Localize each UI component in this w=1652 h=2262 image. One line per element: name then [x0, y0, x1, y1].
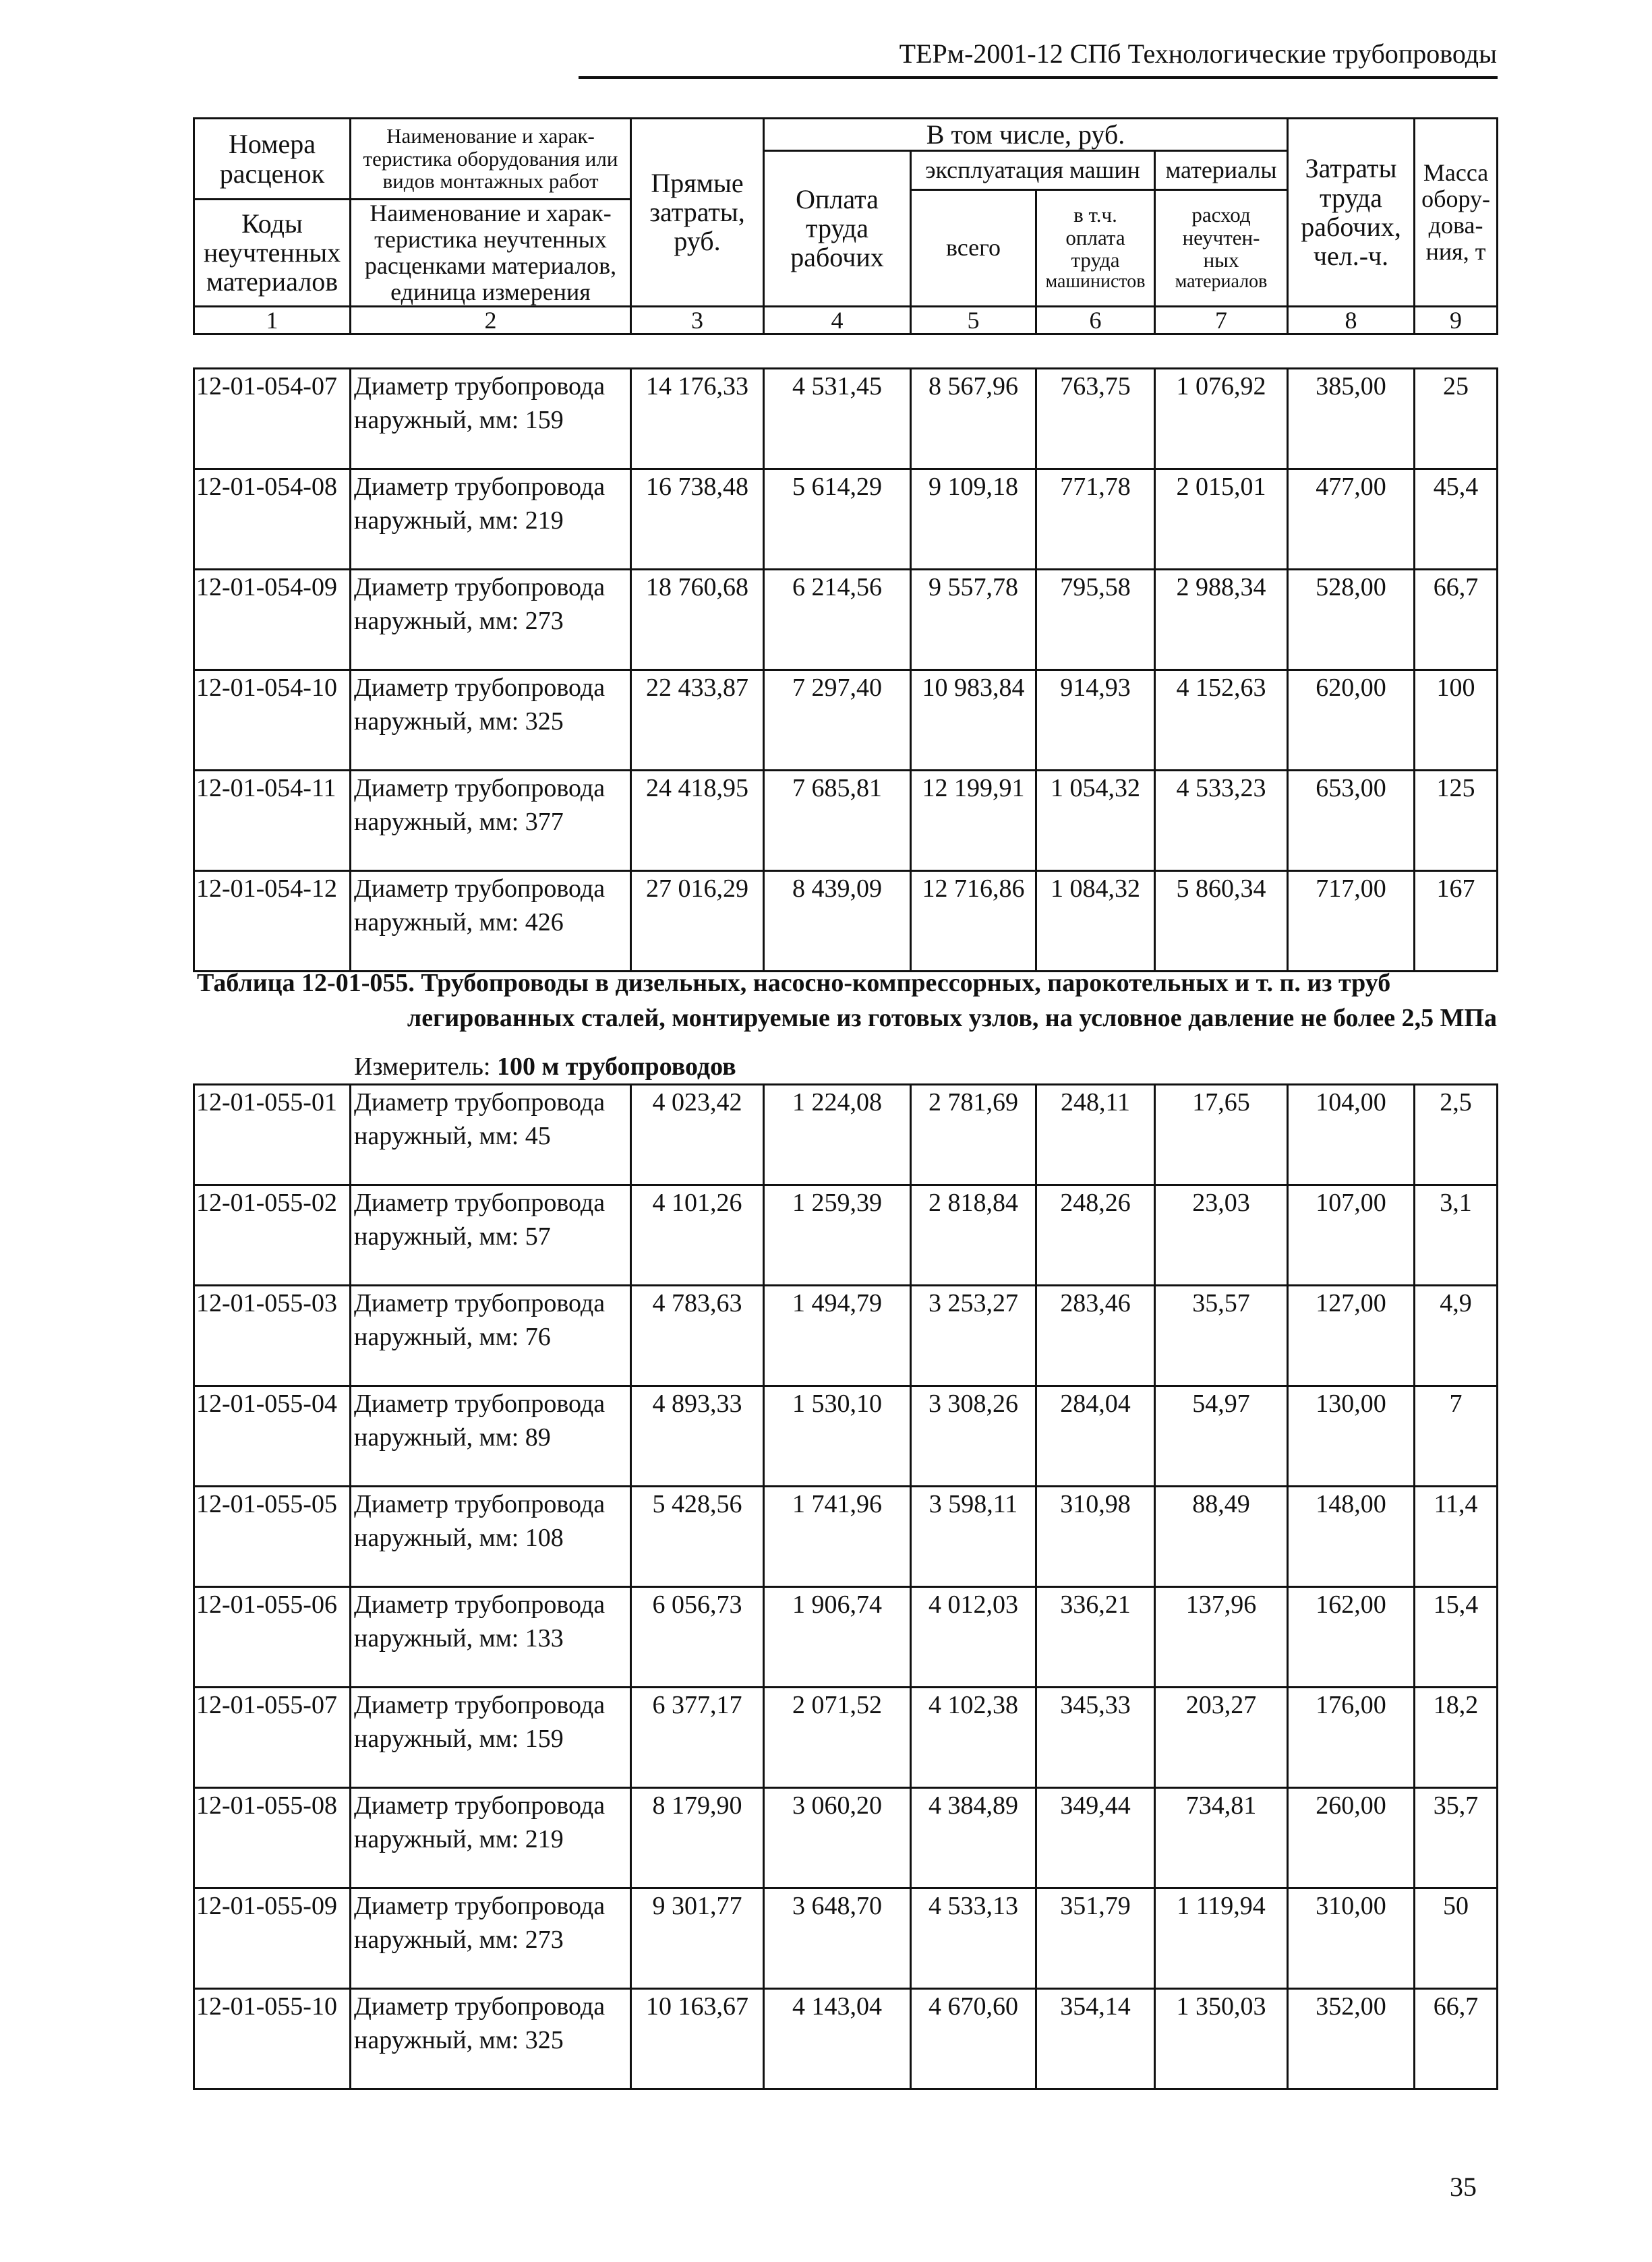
header-labor-hours: Затраты труда рабочих, чел.-ч.	[1288, 119, 1415, 307]
header-equipment-mass: Масса обору- дова- ния, т	[1415, 119, 1498, 307]
work-name-line: наружный, мм: 45	[354, 1122, 551, 1150]
machines-total: 3 308,26	[911, 1386, 1036, 1487]
rate-code: 12-01-055-03	[194, 1286, 351, 1386]
table-row	[194, 1989, 1498, 2089]
column-number: 6	[1036, 306, 1155, 334]
equipment-mass: 2,5	[1415, 1085, 1498, 1185]
materials-cost: 88,49	[1155, 1487, 1288, 1587]
worker-pay: 7 297,40	[764, 670, 911, 771]
work-name-line: Диаметр трубопровода	[354, 1992, 606, 2021]
worker-pay: 8 439,09	[764, 871, 911, 972]
equipment-mass: 100	[1415, 670, 1498, 771]
work-name-line: Диаметр трубопровода	[354, 1892, 606, 1920]
materials-cost: 35,57	[1155, 1286, 1288, 1386]
column-number: 9	[1415, 306, 1498, 334]
machinists-pay: 310,98	[1036, 1487, 1155, 1587]
table-row	[194, 1286, 1498, 1386]
equipment-mass: 18,2	[1415, 1688, 1498, 1788]
machinists-pay: 349,44	[1036, 1788, 1155, 1888]
table-row	[194, 871, 1498, 972]
machines-total: 2 818,84	[911, 1185, 1036, 1286]
work-name-line: Диаметр трубопровода	[354, 1590, 606, 1619]
header-machine-operation: эксплуатация машин	[911, 151, 1155, 190]
machinists-pay: 354,14	[1036, 1989, 1155, 2089]
equipment-mass: 66,7	[1415, 570, 1498, 670]
rate-code: 12-01-055-04	[194, 1386, 351, 1487]
work-name-line: наружный, мм: 325	[354, 707, 564, 736]
work-name	[351, 369, 631, 469]
materials-cost: 17,65	[1155, 1085, 1288, 1185]
materials-cost: 5 860,34	[1155, 871, 1288, 972]
direct-costs: 27 016,29	[631, 871, 764, 972]
header-rate-number: Номера расценок	[194, 119, 351, 200]
column-number: 1	[194, 306, 351, 334]
equipment-mass: 35,7	[1415, 1788, 1498, 1888]
page-number: 35	[1450, 2172, 1477, 2202]
machinists-pay: 248,26	[1036, 1185, 1155, 1286]
rate-code: 12-01-054-09	[194, 570, 351, 670]
work-name	[351, 670, 631, 771]
column-number-row	[194, 306, 1498, 334]
labor-hours: 528,00	[1288, 570, 1415, 670]
rate-code: 12-01-055-10	[194, 1989, 351, 2089]
work-name	[351, 1989, 631, 2089]
labor-hours: 653,00	[1288, 771, 1415, 871]
column-number: 5	[911, 306, 1036, 334]
direct-costs: 6 056,73	[631, 1587, 764, 1688]
measure-value: 100 м трубопроводов	[497, 1052, 736, 1081]
work-name	[351, 1788, 631, 1888]
table-title-line: Таблица 12-01-055. Трубопроводы в дизельных, насосно-компрессорных, парокотельных и т. п. из труб	[197, 969, 1391, 997]
materials-cost: 137,96	[1155, 1587, 1288, 1688]
work-name	[351, 469, 631, 570]
work-name-line: Диаметр трубопровода	[354, 1791, 606, 1820]
work-name-line: наружный, мм: 108	[354, 1524, 564, 1552]
worker-pay: 5 614,29	[764, 469, 911, 570]
labor-hours: 717,00	[1288, 871, 1415, 972]
machines-total: 4 102,38	[911, 1688, 1036, 1788]
work-name	[351, 1185, 631, 1286]
direct-costs: 8 179,90	[631, 1788, 764, 1888]
column-number: 4	[764, 306, 911, 334]
work-name-line: Диаметр трубопровода	[354, 874, 606, 903]
rate-code: 12-01-054-07	[194, 369, 351, 469]
work-name-line: Диаметр трубопровода	[354, 1490, 606, 1518]
work-name	[351, 1286, 631, 1386]
rate-code: 12-01-055-01	[194, 1085, 351, 1185]
equipment-mass: 45,4	[1415, 469, 1498, 570]
rate-code: 12-01-054-11	[194, 771, 351, 871]
work-name-line: наружный, мм: 219	[354, 1825, 564, 1853]
worker-pay: 1 906,74	[764, 1587, 911, 1688]
header-unaccounted-materials: расход неучтен- ных материалов	[1155, 190, 1288, 307]
materials-cost: 2 988,34	[1155, 570, 1288, 670]
machinists-pay: 771,78	[1036, 469, 1155, 570]
header-including-group: В том числе, руб.	[764, 119, 1288, 151]
rate-code: 12-01-055-06	[194, 1587, 351, 1688]
work-name-line: наружный, мм: 89	[354, 1423, 551, 1452]
labor-hours: 385,00	[1288, 369, 1415, 469]
direct-costs: 4 101,26	[631, 1185, 764, 1286]
work-name-line: наружный, мм: 325	[354, 2026, 564, 2054]
rate-table-055	[193, 1083, 1498, 2090]
table-row	[194, 570, 1498, 670]
measure-label: Измеритель:	[354, 1052, 491, 1081]
column-number: 2	[351, 306, 631, 334]
labor-hours: 477,00	[1288, 469, 1415, 570]
work-name	[351, 1888, 631, 1989]
work-name-line: наружный, мм: 377	[354, 808, 564, 836]
direct-costs: 4 893,33	[631, 1386, 764, 1487]
work-name-line: Диаметр трубопровода	[354, 573, 606, 601]
machines-total: 12 716,86	[911, 871, 1036, 972]
machinists-pay: 336,21	[1036, 1587, 1155, 1688]
work-name	[351, 570, 631, 670]
header-material-name: Наименование и харак- теристика неучтенных расценками материалов, единица измерения	[351, 200, 631, 307]
direct-costs: 24 418,95	[631, 771, 764, 871]
materials-cost: 1 350,03	[1155, 1989, 1288, 2089]
table-row	[194, 1487, 1498, 1587]
direct-costs: 22 433,87	[631, 670, 764, 771]
table-row	[194, 1386, 1498, 1487]
machinists-pay: 763,75	[1036, 369, 1155, 469]
table-title-line: легированных сталей, монтируемые из готовых узлов, на условное давление не более 2,5 МПа	[407, 1004, 1497, 1032]
work-name-line: наружный, мм: 159	[354, 1725, 564, 1753]
work-name-line: Диаметр трубопровода	[354, 774, 606, 802]
machines-total: 2 781,69	[911, 1085, 1036, 1185]
direct-costs: 18 760,68	[631, 570, 764, 670]
materials-cost: 23,03	[1155, 1185, 1288, 1286]
labor-hours: 620,00	[1288, 670, 1415, 771]
machines-total: 4 012,03	[911, 1587, 1036, 1688]
worker-pay: 1 494,79	[764, 1286, 911, 1386]
equipment-mass: 50	[1415, 1888, 1498, 1989]
work-name-line: наружный, мм: 76	[354, 1323, 551, 1351]
rate-code: 12-01-055-07	[194, 1688, 351, 1788]
machinists-pay: 1 084,32	[1036, 871, 1155, 972]
header-machinists-pay: в т.ч. оплата труда машинистов	[1036, 190, 1155, 307]
direct-costs: 16 738,48	[631, 469, 764, 570]
work-name	[351, 1386, 631, 1487]
worker-pay: 6 214,56	[764, 570, 911, 670]
rate-code: 12-01-054-12	[194, 871, 351, 972]
work-name	[351, 871, 631, 972]
labor-hours: 130,00	[1288, 1386, 1415, 1487]
labor-hours: 162,00	[1288, 1587, 1415, 1688]
table-title	[193, 965, 1497, 1036]
rate-code: 12-01-055-02	[194, 1185, 351, 1286]
measure-unit	[354, 1052, 736, 1081]
column-number: 7	[1155, 306, 1288, 334]
equipment-mass: 66,7	[1415, 1989, 1498, 2089]
materials-cost: 1 076,92	[1155, 369, 1288, 469]
work-name-line: наружный, мм: 273	[354, 1926, 564, 1954]
work-name-line: наружный, мм: 57	[354, 1222, 551, 1251]
direct-costs: 4 783,63	[631, 1286, 764, 1386]
machines-total: 4 533,13	[911, 1888, 1036, 1989]
direct-costs: 6 377,17	[631, 1688, 764, 1788]
machines-total: 12 199,91	[911, 771, 1036, 871]
work-name-line: наружный, мм: 219	[354, 506, 564, 535]
work-name-line: Диаметр трубопровода	[354, 1289, 606, 1317]
work-name-line: Диаметр трубопровода	[354, 674, 606, 702]
work-name-line: Диаметр трубопровода	[354, 473, 606, 501]
header-material-codes: Коды неучтенных материалов	[194, 200, 351, 307]
machines-total: 10 983,84	[911, 670, 1036, 771]
worker-pay: 1 224,08	[764, 1085, 911, 1185]
worker-pay: 7 685,81	[764, 771, 911, 871]
machinists-pay: 1 054,32	[1036, 771, 1155, 871]
table-row	[194, 1888, 1498, 1989]
labor-hours: 107,00	[1288, 1185, 1415, 1286]
column-number: 8	[1288, 306, 1415, 334]
work-name-line: наружный, мм: 159	[354, 406, 564, 434]
equipment-mass: 125	[1415, 771, 1498, 871]
table-row	[194, 771, 1498, 871]
work-name	[351, 1688, 631, 1788]
work-name-line: Диаметр трубопровода	[354, 1189, 606, 1217]
worker-pay: 3 060,20	[764, 1788, 911, 1888]
work-name	[351, 1085, 631, 1185]
worker-pay: 2 071,52	[764, 1688, 911, 1788]
table-row	[194, 1185, 1498, 1286]
direct-costs: 14 176,33	[631, 369, 764, 469]
header-direct-costs: Прямые затраты, руб.	[631, 119, 764, 307]
equipment-mass: 3,1	[1415, 1185, 1498, 1286]
materials-cost: 1 119,94	[1155, 1888, 1288, 1989]
machines-total: 4 670,60	[911, 1989, 1036, 2089]
worker-pay: 1 530,10	[764, 1386, 911, 1487]
machinists-pay: 284,04	[1036, 1386, 1155, 1487]
work-name-line: Диаметр трубопровода	[354, 1088, 606, 1117]
table-row	[194, 469, 1498, 570]
machinists-pay: 283,46	[1036, 1286, 1155, 1386]
materials-cost: 2 015,01	[1155, 469, 1288, 570]
work-name	[351, 771, 631, 871]
work-name-line: Диаметр трубопровода	[354, 1390, 606, 1418]
equipment-mass: 167	[1415, 871, 1498, 972]
labor-hours: 127,00	[1288, 1286, 1415, 1386]
materials-cost: 4 533,23	[1155, 771, 1288, 871]
materials-cost: 734,81	[1155, 1788, 1288, 1888]
column-header-table	[193, 117, 1498, 335]
worker-pay: 3 648,70	[764, 1888, 911, 1989]
work-name-line: Диаметр трубопровода	[354, 372, 606, 400]
machines-total: 9 109,18	[911, 469, 1036, 570]
rate-code: 12-01-054-08	[194, 469, 351, 570]
header-materials: материалы	[1155, 151, 1288, 190]
equipment-mass: 7	[1415, 1386, 1498, 1487]
equipment-mass: 11,4	[1415, 1487, 1498, 1587]
machines-total: 9 557,78	[911, 570, 1036, 670]
rate-code: 12-01-055-08	[194, 1788, 351, 1888]
labor-hours: 176,00	[1288, 1688, 1415, 1788]
table-row	[194, 670, 1498, 771]
work-name-line: Диаметр трубопровода	[354, 1691, 606, 1719]
table-row	[194, 369, 1498, 469]
direct-costs: 5 428,56	[631, 1487, 764, 1587]
work-name	[351, 1587, 631, 1688]
worker-pay: 1 741,96	[764, 1487, 911, 1587]
direct-costs: 4 023,42	[631, 1085, 764, 1185]
header-worker-pay: Оплата труда рабочих	[764, 151, 911, 307]
machines-total: 3 598,11	[911, 1487, 1036, 1587]
machines-total: 8 567,96	[911, 369, 1036, 469]
work-name-line: наружный, мм: 273	[354, 607, 564, 635]
table-row	[194, 1788, 1498, 1888]
direct-costs: 10 163,67	[631, 1989, 764, 2089]
worker-pay: 4 531,45	[764, 369, 911, 469]
work-name-line: наружный, мм: 426	[354, 908, 564, 936]
rate-code: 12-01-055-05	[194, 1487, 351, 1587]
running-head: ТЕРм-2001-12 СПб Технологические трубопроводы	[899, 38, 1497, 69]
worker-pay: 4 143,04	[764, 1989, 911, 2089]
labor-hours: 310,00	[1288, 1888, 1415, 1989]
machines-total: 3 253,27	[911, 1286, 1036, 1386]
labor-hours: 352,00	[1288, 1989, 1415, 2089]
table-row	[194, 1688, 1498, 1788]
table-row	[194, 1085, 1498, 1185]
column-number: 3	[631, 306, 764, 334]
rate-table-054	[193, 367, 1498, 972]
materials-cost: 203,27	[1155, 1688, 1288, 1788]
equipment-mass: 15,4	[1415, 1587, 1498, 1688]
header-rule	[579, 76, 1498, 79]
machinists-pay: 795,58	[1036, 570, 1155, 670]
work-name-line: наружный, мм: 133	[354, 1624, 564, 1653]
machines-total: 4 384,89	[911, 1788, 1036, 1888]
worker-pay: 1 259,39	[764, 1185, 911, 1286]
materials-cost: 4 152,63	[1155, 670, 1288, 771]
machinists-pay: 345,33	[1036, 1688, 1155, 1788]
equipment-mass: 25	[1415, 369, 1498, 469]
rate-code: 12-01-055-09	[194, 1888, 351, 1989]
header-machines-total: всего	[911, 190, 1036, 307]
table-row	[194, 1587, 1498, 1688]
labor-hours: 260,00	[1288, 1788, 1415, 1888]
rate-code: 12-01-054-10	[194, 670, 351, 771]
labor-hours: 148,00	[1288, 1487, 1415, 1587]
machinists-pay: 914,93	[1036, 670, 1155, 771]
machinists-pay: 351,79	[1036, 1888, 1155, 1989]
equipment-mass: 4,9	[1415, 1286, 1498, 1386]
header-work-name: Наименование и харак- теристика оборудования или видов монтажных работ	[351, 119, 631, 200]
work-name	[351, 1487, 631, 1587]
machinists-pay: 248,11	[1036, 1085, 1155, 1185]
labor-hours: 104,00	[1288, 1085, 1415, 1185]
direct-costs: 9 301,77	[631, 1888, 764, 1989]
materials-cost: 54,97	[1155, 1386, 1288, 1487]
